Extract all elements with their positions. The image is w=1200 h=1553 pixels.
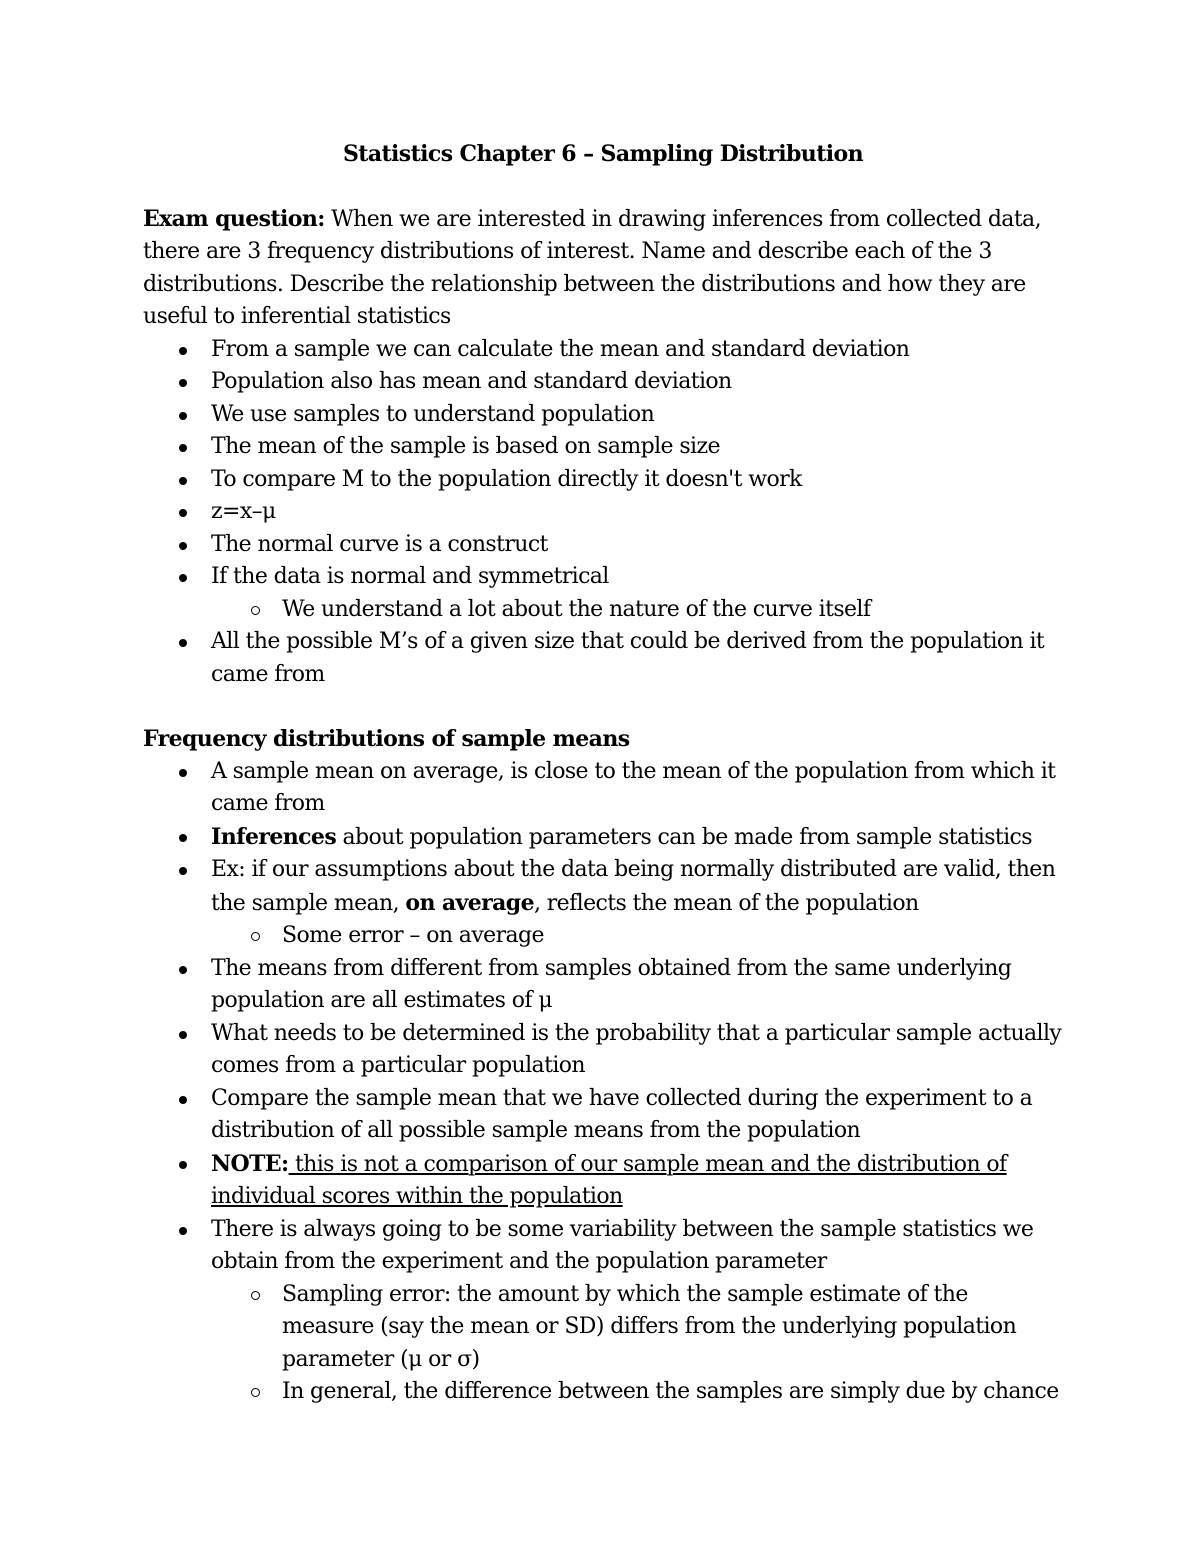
list-item: Population also has mean and standard deviation: [211, 366, 1063, 399]
sub-list-item: We understand a lot about the nature of the curve itself: [282, 594, 1063, 627]
list-item: [211, 1214, 1063, 1409]
list-item: We use samples to understand population: [211, 399, 1063, 432]
list-item: [211, 561, 1063, 626]
exam-question-label: Exam question:: [143, 205, 325, 232]
note-label: NOTE:: [211, 1150, 289, 1177]
z-score-formula: z=x–μ: [211, 499, 276, 524]
sub-list-item: Sampling error: the amount by which the sample estimate of the measure (say the mean or SD) differs from the underlying population parameter (μ or σ): [282, 1279, 1063, 1377]
exam-question-paragraph: [143, 203, 1063, 334]
list-item: What needs to be determined is the probability that a particular sample actually comes from a particular population: [211, 1018, 1063, 1083]
list-item: To compare M to the population directly it doesn't work: [211, 464, 1063, 497]
document-title: Statistics Chapter 6 – Sampling Distribution: [342, 141, 863, 167]
note-text: this is not a comparison of our sample mean and the distribution of individual scores within the population: [211, 1151, 1007, 1209]
list-item: All the possible M’s of a given size that could be derived from the population it came from: [211, 626, 1063, 691]
sub-list-item: Some error – on average: [282, 920, 1063, 953]
section-spacer: [143, 691, 1063, 723]
on-average-term: on average: [405, 889, 534, 916]
list-item-formula: [211, 496, 1063, 529]
list-item: Compare the sample mean that we have collected during the experiment to a distribution of all possible sample means from the population: [211, 1083, 1063, 1148]
sub-list: [211, 1279, 1063, 1409]
list-item: A sample mean on average, is close to the mean of the population from which it came from: [211, 756, 1063, 821]
bullet-list-intro: [143, 334, 1063, 692]
list-item-text: If the data is normal and symmetrical: [211, 564, 609, 589]
exam-question-text: When we are interested in drawing inferences from collected data, there are 3 frequency distributions of interest. Name and describe each of the 3 distributions. Describe the relationship between the distributions and how they are useful to inferential statistics: [143, 206, 1041, 329]
list-item: The means from different from samples obtained from the same underlying population are all estimates of μ: [211, 953, 1063, 1018]
document-page: [143, 138, 1063, 1409]
list-item-note: [211, 1148, 1063, 1214]
list-item: The normal curve is a construct: [211, 529, 1063, 562]
section-heading: Frequency distributions of sample means: [143, 726, 630, 752]
sub-list: [211, 920, 1063, 953]
list-item-text: about population parameters can be made from sample statistics: [336, 824, 1032, 850]
list-item-text: Ex: if our assumptions about the data being normally distributed are valid, then the sample mean,: [211, 857, 1056, 916]
list-item-text: , reflects the mean of the population: [533, 890, 919, 916]
sub-list-item: In general, the difference between the samples are simply due by chance: [282, 1376, 1063, 1409]
list-item: The mean of the sample is based on sample size: [211, 431, 1063, 464]
list-item: [211, 854, 1063, 953]
bullet-list-sample-means: [143, 756, 1063, 1409]
inferences-term: Inferences: [211, 823, 337, 850]
sub-list: [211, 594, 1063, 627]
list-item: From a sample we can calculate the mean and standard deviation: [211, 334, 1063, 367]
list-item-text: There is always going to be some variability between the sample statistics we obtain from the experiment and the population parameter: [211, 1216, 1034, 1274]
list-item: [211, 821, 1063, 855]
